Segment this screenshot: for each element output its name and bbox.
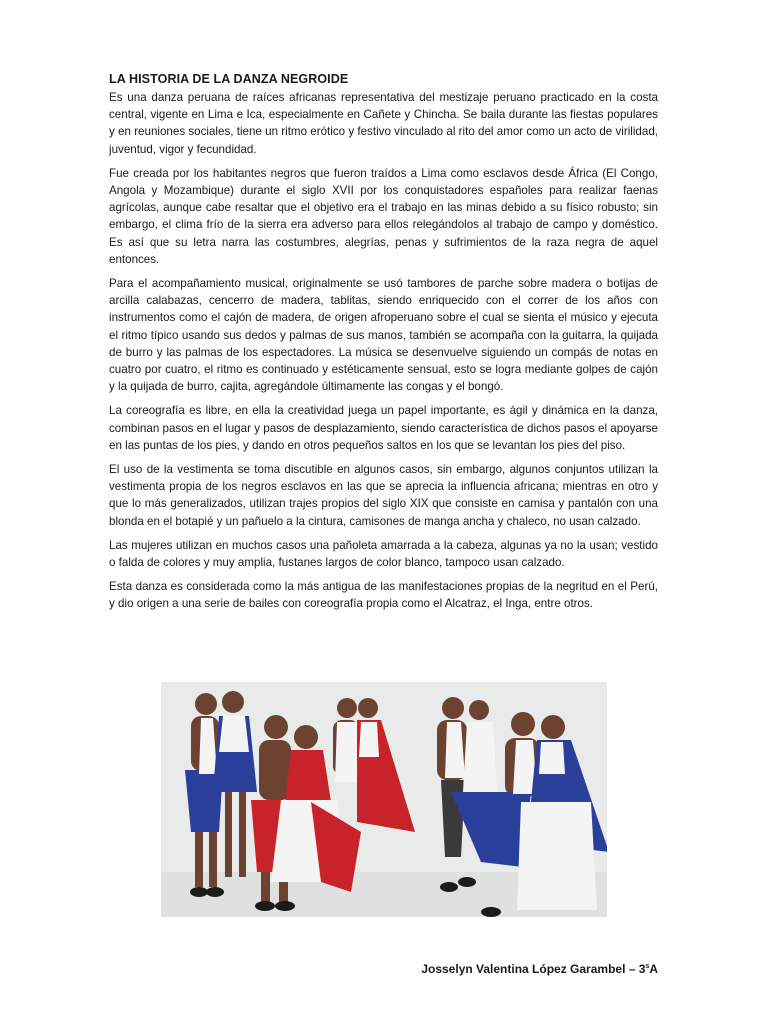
paragraph-1: Es una danza peruana de raíces africanas representativa del mestizaje peruano practicado en la costa central, vigente en Lima e Ica, especialmente en Cañete y Chincha. Se baila durante las fiestas populares y en reuniones sociales, tiene un ritmo erótico y festivo vinculado al rito del amor como un acto de virilidad, juventud, vigor y fecundidad. <box>109 91 658 156</box>
paragraph-4: La coreografía es libre, en ella la creatividad juega un papel importante, es ágil y dinámica en la danza, combinan pasos en el lugar y pasos de desplazamiento, siendo característica de dichos pasos el apoyarse en las puntas de los pies, y dando en otros pequeños saltos en los que se levantan los pies del piso. <box>109 404 658 452</box>
paragraph-2: Fue creada por los habitantes negros que fueron traídos a Lima como esclavos desde África (El Congo, Angola y Mozambique) durante el siglo XVII por los conquistadores españoles para realizar faenas agrícolas, aunque cabe resaltar que el objetivo era el trabajo en las minas debido a su físico robusto; sin embargo, el clima frío de la sierra era adverso para ellos relegándolos al trabajo de campo y doméstico. Es así que su letra narra las costumbres, alegrías, penas y sufrimientos de la raza negra de aquel entonces. <box>109 166 658 266</box>
paragraph-3: Para el acompañamiento musical, originalmente se usó tambores de parche sobre madera o botijas de arcilla calabazas, cencerro de madera, tablitas, siendo enriquecido con el correr de los años con instrumentos como el cajón de madera, de origen afroperuano sobre el cual se sienta el músico y ejecuta el ritmo típico usando sus dedos y palmas de sus manos, también se acompaña con la guitarra, la quijada de burro y las palmas de los espectadores. La música se desenvuelve siguiendo un compás de notas en cuatro por cuatro, el ritmo es continuado y estéticamente sensual, esto se logra mediante golpes de cajón y la quijada de burro, cajita, agregándole últimamente las congas y el bongó. <box>109 277 658 394</box>
footer-author: Josselyn Valentina López Garambel – 3 <box>421 962 646 976</box>
footer-grade-sup: s <box>645 963 650 970</box>
document-title: LA HISTORIA DE LA DANZA NEGROIDE <box>109 72 349 86</box>
paragraph-7: Esta danza es considerada como la más antigua de las manifestaciones propias de la negritud en el Perú, y dio origen a una serie de bailes con coreografía propia como el Alcatraz, el Inga, entre otros. <box>109 580 658 611</box>
paragraph-6: Las mujeres utilizan en muchos casos una pañoleta amarrada a la cabeza, algunas ya no la usan; vestido o falda de colores y muy amplia, fustanes largos de color blanco, tampoco usan calzado. <box>109 538 658 570</box>
author-footer <box>421 962 658 976</box>
paragraph-5: El uso de la vestimenta se toma discutible en algunos casos, sin embargo, algunos conjuntos utilizan la vestimenta propia de los negros esclavos en las que se aprecia la influencia africana; mientras en otro y que lo más generalizados, utilizan trajes propios del siglo XIX que consiste en camisa y pantalón con una blonda en el botapié y un pañuelo a la cintura, camisones de manga ancha y chaleco, no usan calzado. <box>109 463 658 528</box>
dancers-photo <box>161 682 607 917</box>
document-body <box>109 72 658 620</box>
footer-grade-suffix: A <box>649 962 658 976</box>
dancers-illustration <box>161 682 607 917</box>
